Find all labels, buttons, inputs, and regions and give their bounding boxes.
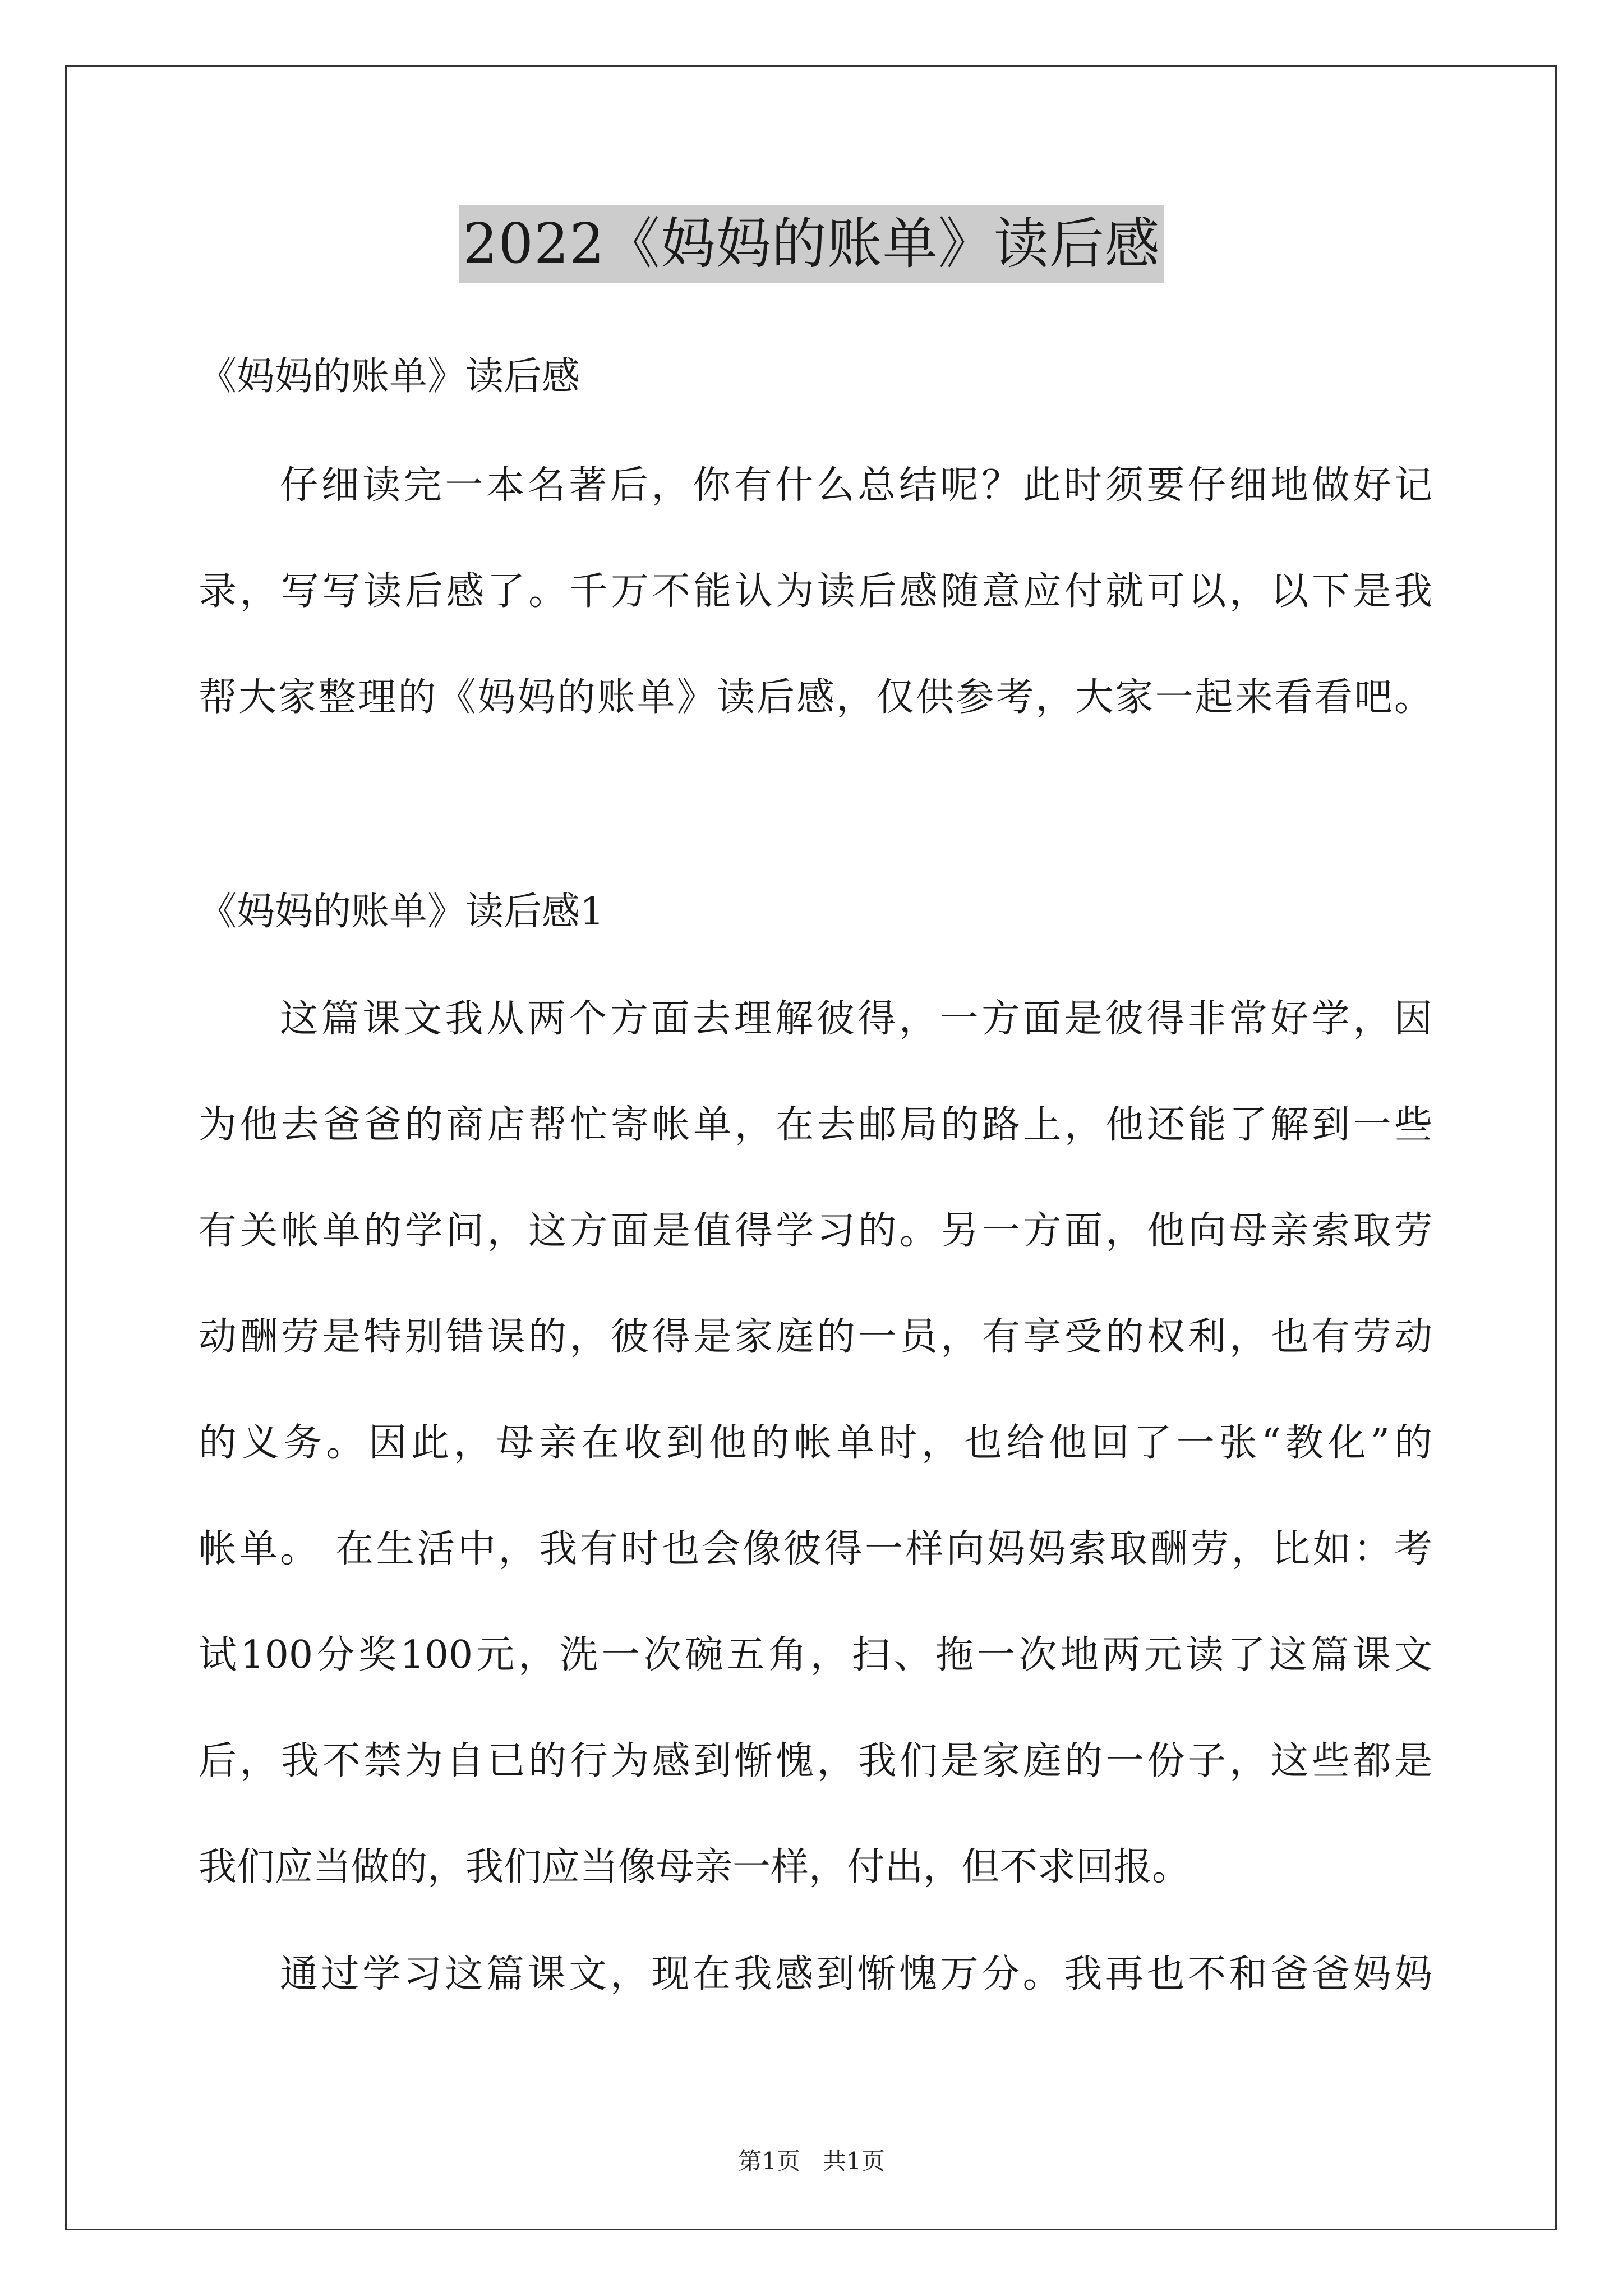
section-line-1: 这篇课文我从两个方面去理解彼得，一方面是彼得非常好学，因 bbox=[280, 997, 1432, 1041]
section-line-3: 有关帐单的学问，这方面是值得学习的。另一方面，他向母亲索取劳 bbox=[199, 1209, 1432, 1253]
section-line-2: 为他去爸爸的商店帮忙寄帐单，在去邮局的路上，他还能了解到一些 bbox=[199, 1103, 1432, 1147]
document-title: 2022《妈妈的账单》读后感 bbox=[459, 205, 1163, 283]
title-container bbox=[0, 205, 1623, 283]
section-line-6: 帐单。 在生活中，我有时也会像彼得一样向妈妈索取酬劳，比如：考 bbox=[199, 1527, 1432, 1571]
heading-section-1: 《妈妈的账单》读后感1 bbox=[199, 890, 605, 934]
heading-intro: 《妈妈的账单》读后感 bbox=[199, 355, 580, 399]
page-footer: 第1页 共1页 bbox=[738, 2147, 885, 2175]
intro-line-1: 仔细读完一本名著后，你有什么总结呢？此时须要仔细地做好记 bbox=[280, 463, 1432, 508]
section-line-4: 动酬劳是特别错误的，彼得是家庭的一员，有享受的权利，也有劳动 bbox=[199, 1315, 1432, 1359]
intro-line-2: 录，写写读后感了。千万不能认为读后感随意应付就可以，以下是我 bbox=[199, 569, 1432, 614]
intro-line-3: 帮大家整理的《妈妈的账单》读后感，仅供参考，大家一起来看看吧。 bbox=[199, 675, 1432, 720]
section-line-7: 试100分奖100元，洗一次碗五角，扫、拖一次地两元读了这篇课文 bbox=[199, 1633, 1432, 1677]
section-line-9: 我们应当做的，我们应当像母亲一样，付出，但不求回报。 bbox=[199, 1845, 1191, 1889]
section-line-8: 后，我不禁为自已的行为感到惭愧，我们是家庭的一份子，这些都是 bbox=[199, 1739, 1432, 1783]
section-line-5: 的义务。因此，母亲在收到他的帐单时，也给他回了一张“教化”的 bbox=[199, 1421, 1432, 1465]
last-paragraph-line: 通过学习这篇课文，现在我感到惭愧万分。我再也不和爸爸妈妈 bbox=[280, 1952, 1432, 1996]
